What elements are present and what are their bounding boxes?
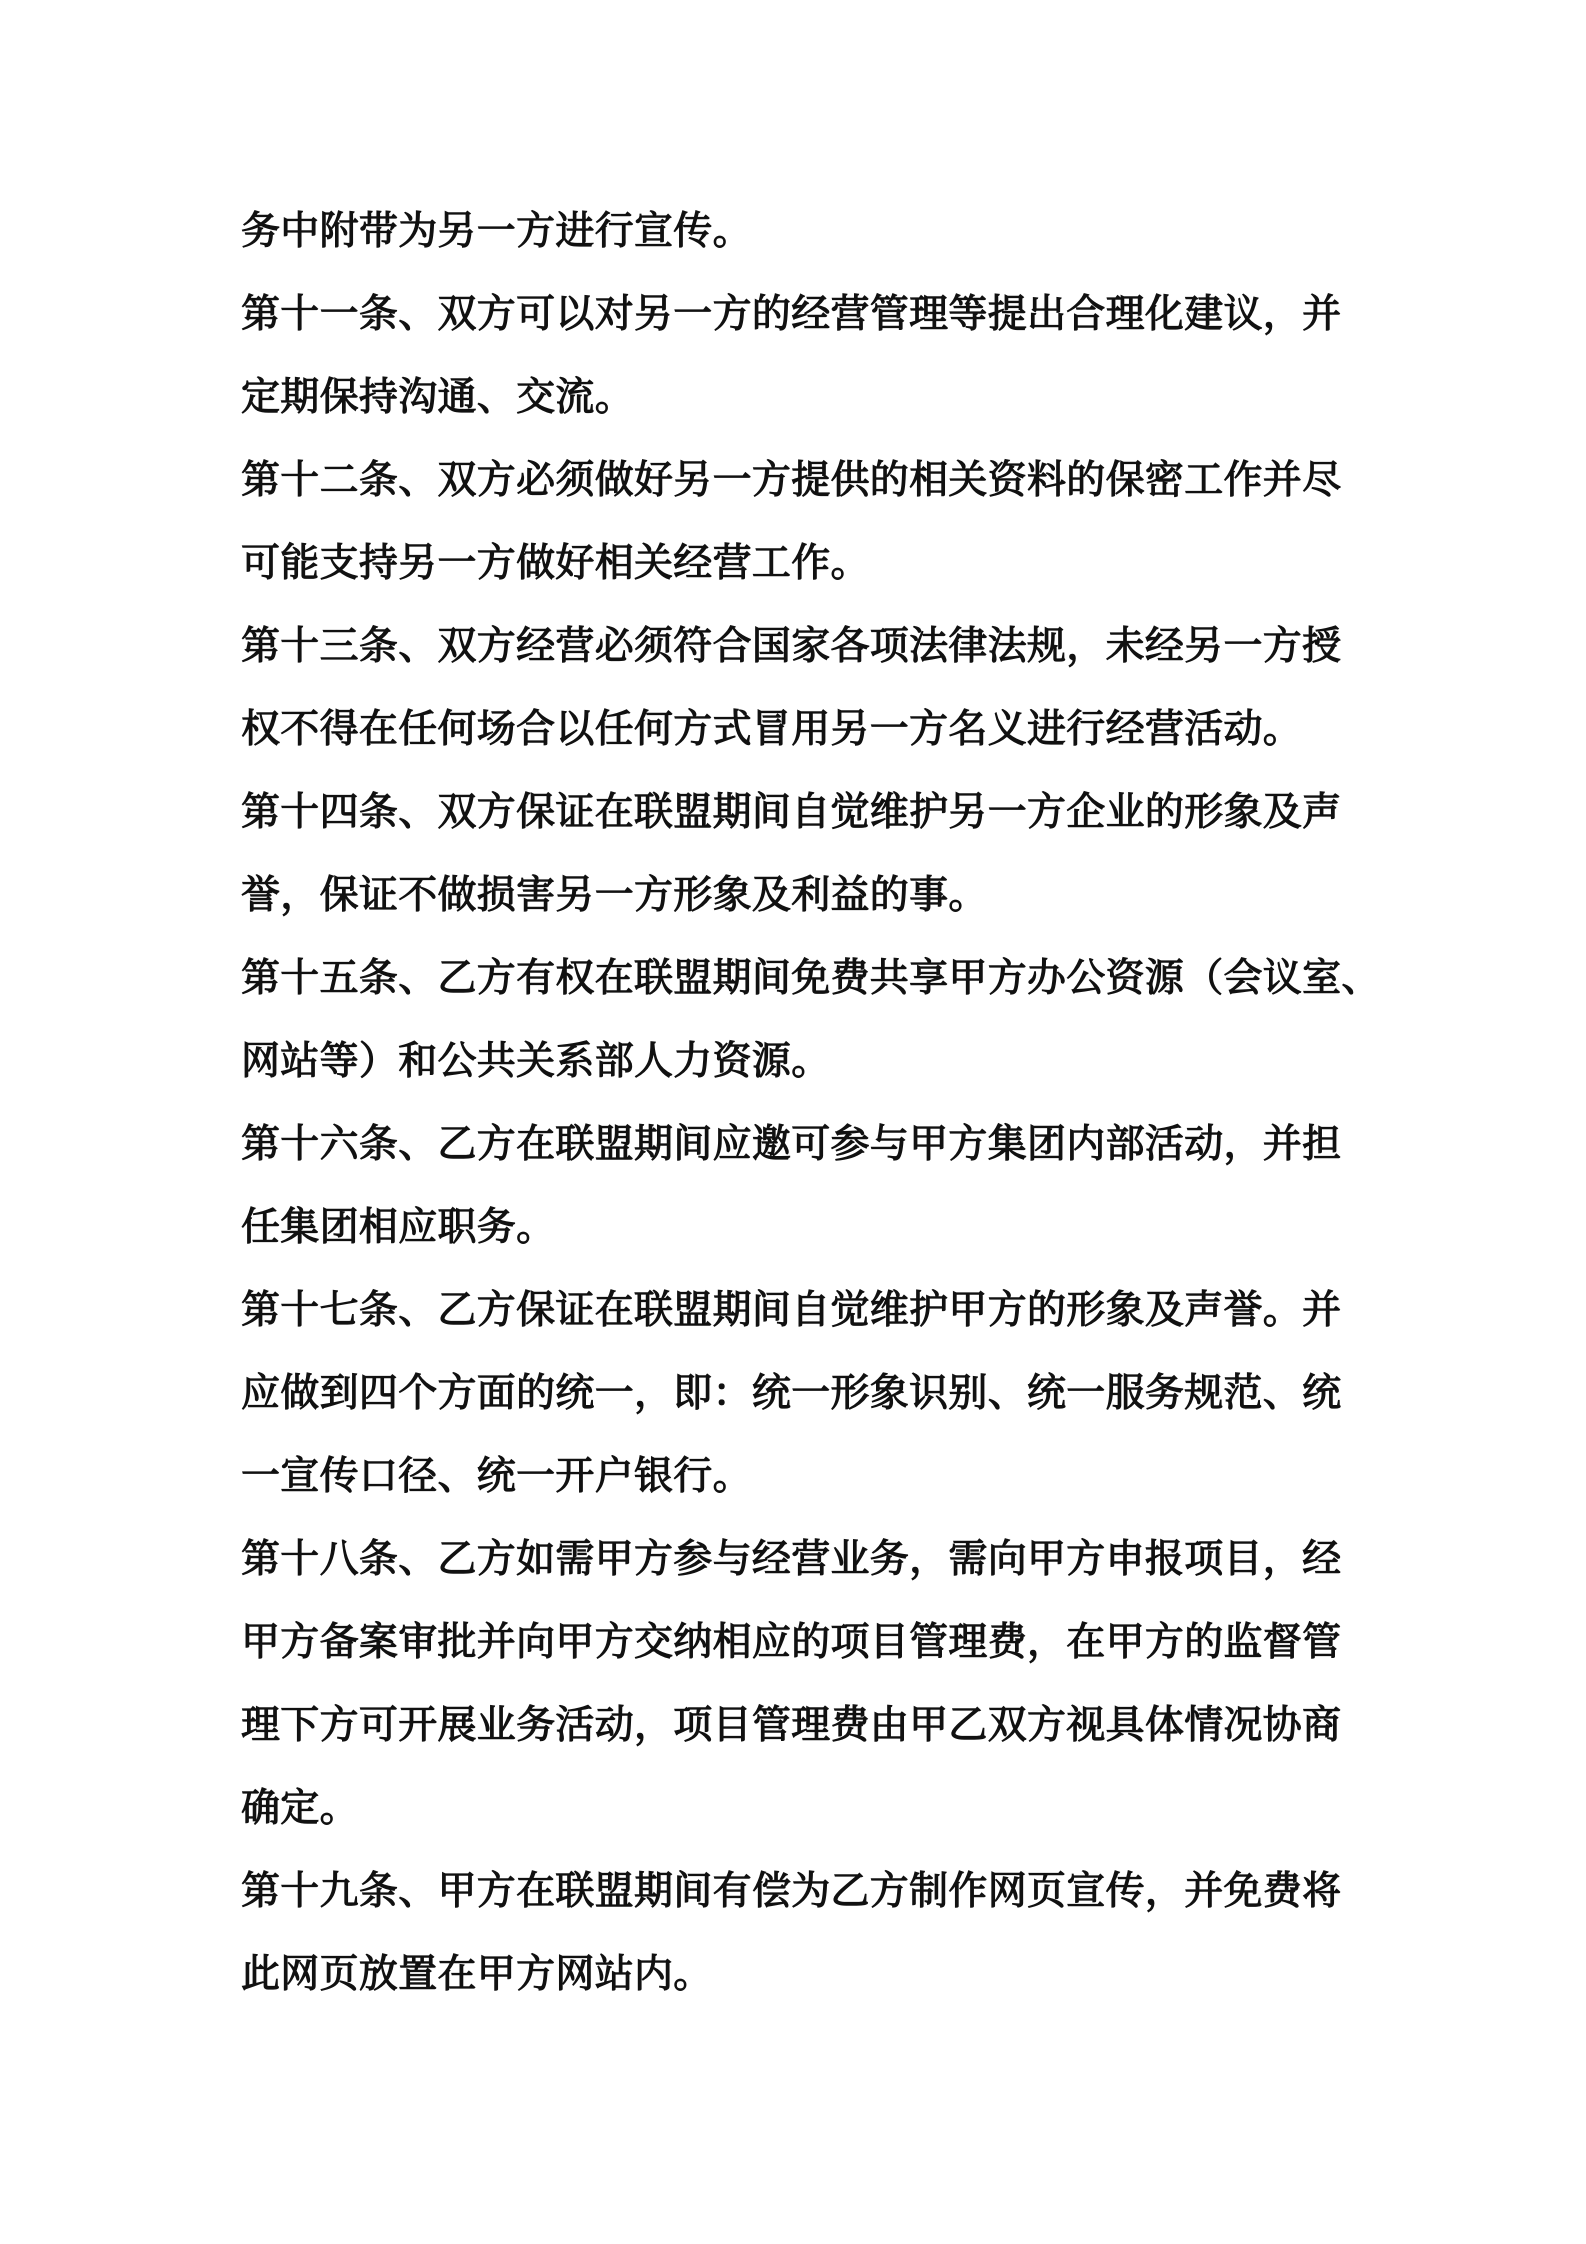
text-line: 应做到四个方面的统一，即：统一形象识别、统一服务规范、统 xyxy=(241,1371,1342,1416)
text-line: 第十五条、乙方有权在联盟期间免费共享甲方办公资源（会议室、 xyxy=(241,956,1381,1001)
text-line: 第十三条、双方经营必须符合国家各项法律法规，未经另一方授 xyxy=(241,624,1342,669)
text-line: 第十二条、双方必须做好另一方提供的相关资料的保密工作并尽 xyxy=(241,458,1342,503)
text-line: 第十九条、甲方在联盟期间有偿为乙方制作网页宣传，并免费将 xyxy=(241,1869,1342,1914)
text-line: 第十七条、乙方保证在联盟期间自觉维护甲方的形象及声誉。并 xyxy=(241,1288,1342,1333)
text-line: 定期保持沟通、交流。 xyxy=(241,375,635,420)
text-line: 任集团相应职务。 xyxy=(241,1205,556,1250)
text-line: 第十一条、双方可以对另一方的经营管理等提出合理化建议，并 xyxy=(241,292,1342,337)
text-line: 第十四条、双方保证在联盟期间自觉维护另一方企业的形象及声 xyxy=(241,790,1342,835)
text-line: 此网页放置在甲方网站内。 xyxy=(241,1952,713,1997)
text-line: 甲方备案审批并向甲方交纳相应的项目管理费，在甲方的监督管 xyxy=(241,1620,1342,1665)
text-line: 务中附带为另一方进行宣传。 xyxy=(241,209,752,254)
text-line: 权不得在任何场合以任何方式冒用另一方名义进行经营活动。 xyxy=(241,707,1303,752)
text-line: 网站等）和公共关系部人力资源。 xyxy=(241,1039,831,1084)
text-line: 理下方可开展业务活动，项目管理费由甲乙双方视具体情况协商 xyxy=(241,1703,1342,1748)
text-line: 第十八条、乙方如需甲方参与经营业务，需向甲方申报项目，经 xyxy=(241,1537,1342,1582)
document-body xyxy=(241,190,1381,2016)
text-line: 誉，保证不做损害另一方形象及利益的事。 xyxy=(241,873,988,918)
text-line: 一宣传口径、统一开户银行。 xyxy=(241,1454,752,1499)
text-line: 第十六条、乙方在联盟期间应邀可参与甲方集团内部活动，并担 xyxy=(241,1122,1342,1167)
text-line: 可能支持另一方做好相关经营工作。 xyxy=(241,541,870,586)
text-line: 确定。 xyxy=(241,1786,359,1831)
